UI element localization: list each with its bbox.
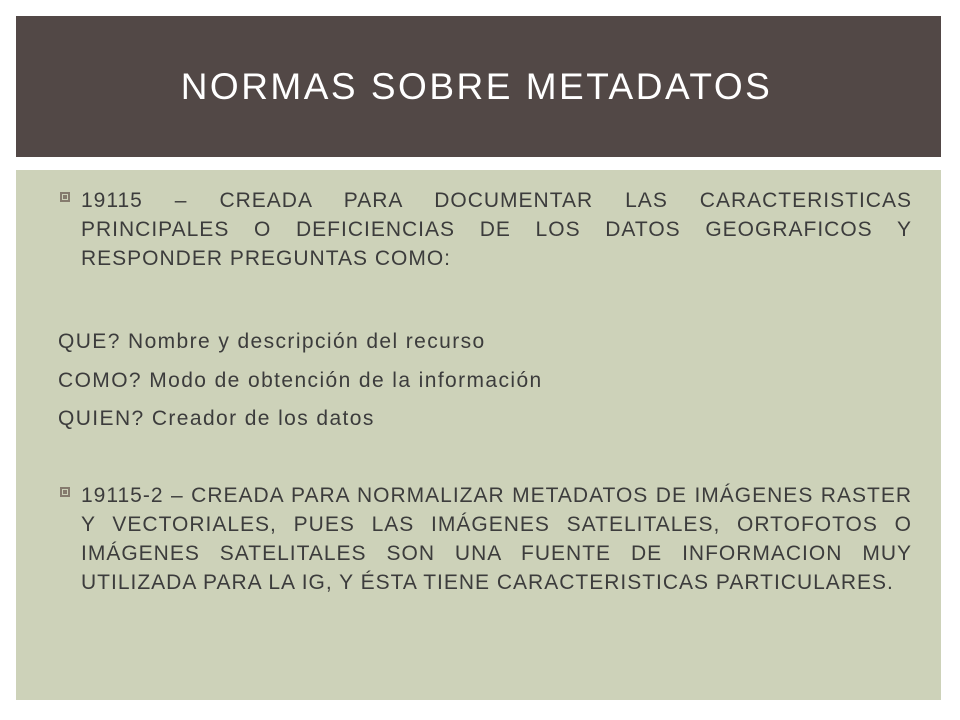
bullet-text: 19115-2 – CREADA PARA NORMALIZAR METADATOS DE IMÁGENES RASTER Y VECTORIALES, PUES LAS IMÁGENES SATELITALES, ORTOFOTOS O IMÁGENES SATELITALES SON UNA FUENTE DE INFORMACION MUY UTILIZADA PARA LA IG, Y ÉSTA TIENE CARACTERISTICAS PARTICULARES.	[81, 484, 912, 594]
question-line-quien: QUIEN? Creador de los datos	[58, 407, 375, 430]
title-bar	[16, 16, 941, 157]
bullet-text: 19115 – CREADA PARA DOCUMENTAR LAS CARACTERISTICAS PRINCIPALES O DEFICIENCIAS DE LOS DATOS GEOGRAFICOS Y RESPONDER PREGUNTAS COMO:	[81, 189, 912, 270]
square-bullet-icon	[60, 192, 70, 202]
bullet-item-19115-2	[60, 481, 912, 597]
question-line-que: QUE? Nombre y descripción del recurso	[58, 330, 486, 353]
question-line-como: COMO? Modo de obtención de la información	[58, 369, 543, 392]
square-bullet-icon	[60, 487, 70, 497]
bullet-item-19115	[60, 186, 912, 273]
slide-title: NORMAS SOBRE METADATOS	[180, 65, 773, 107]
